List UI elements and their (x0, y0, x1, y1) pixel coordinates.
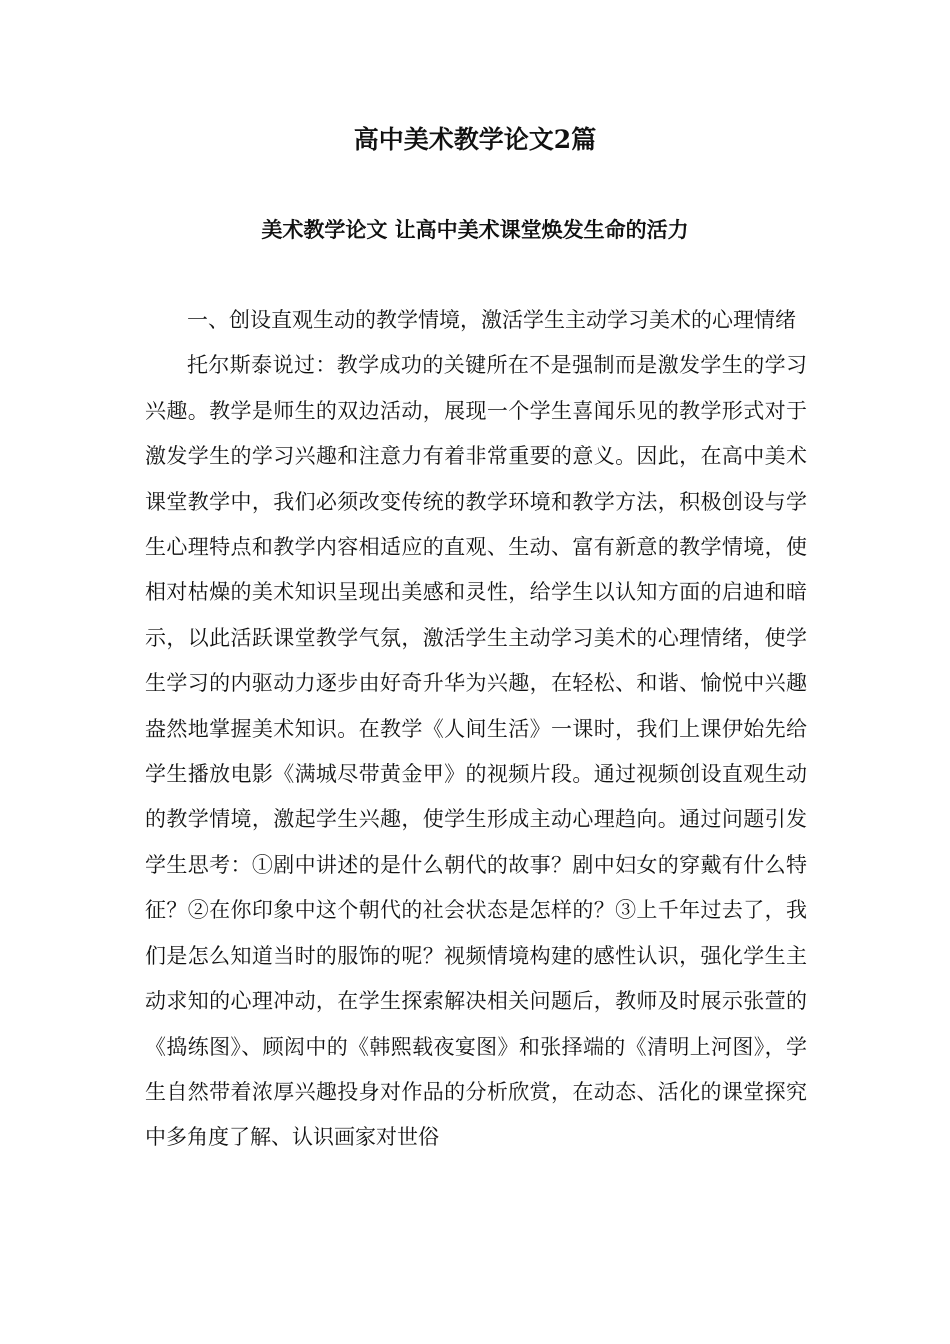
body-paragraph: 托尔斯泰说过：教学成功的关键所在不是强制而是激发学生的学习兴趣。教学是师生的双边活动，展现一个学生喜闻乐见的教学形式对于激发学生的学习兴趣和注意力有着非常重要的意义。因此，在高中美术课堂教学中，我们必须改变传统的教学环境和教学方法，积极创设与学生心理特点和教学内容相适应的直观、生动、富有新意的教学情境，使相对枯燥的美术知识呈现出美感和灵性，给学生以认知方面的启迪和暗示，以此活跃课堂教学气氛，激活学生主动学习美术的心理情绪，使学生学习的内驱动力逐步由好奇升华为兴趣，在轻松、和谐、愉悦中兴趣盎然地掌握美术知识。在教学《人间生活》一课时，我们上课伊始先给学生播放电影《满城尽带黄金甲》的视频片段。通过视频创设直观生动的教学情境，激起学生兴趣，使学生形成主动心理趋向。通过问题引发学生思考：①剧中讲述的是什么朝代的故事？剧中妇女的穿戴有什么特征？②在你印象中这个朝代的社会状态是怎样的？③上千年过去了，我们是怎么知道当时的服饰的呢？视频情境构建的感性认识，强化学生主动求知的心理冲动，在学生探索解决相关问题后，教师及时展示张萱的《捣练图》、顾闳中的《韩熙载夜宴图》和张择端的《清明上河图》，学生自然带着浓厚兴趣投身对作品的分析欣赏，在动态、活化的课堂探究中多角度了解、认识画家对世俗 (145, 353, 807, 1150)
document-subtitle: 美术教学论文 让高中美术课堂焕发生命的活力 (261, 217, 689, 242)
document-title: 高中美术教学论文2篇 (353, 125, 597, 154)
document-body (145, 298, 807, 1161)
section-heading: 一、创设直观生动的教学情境，激活学生主动学习美术的心理情绪 (187, 308, 796, 332)
